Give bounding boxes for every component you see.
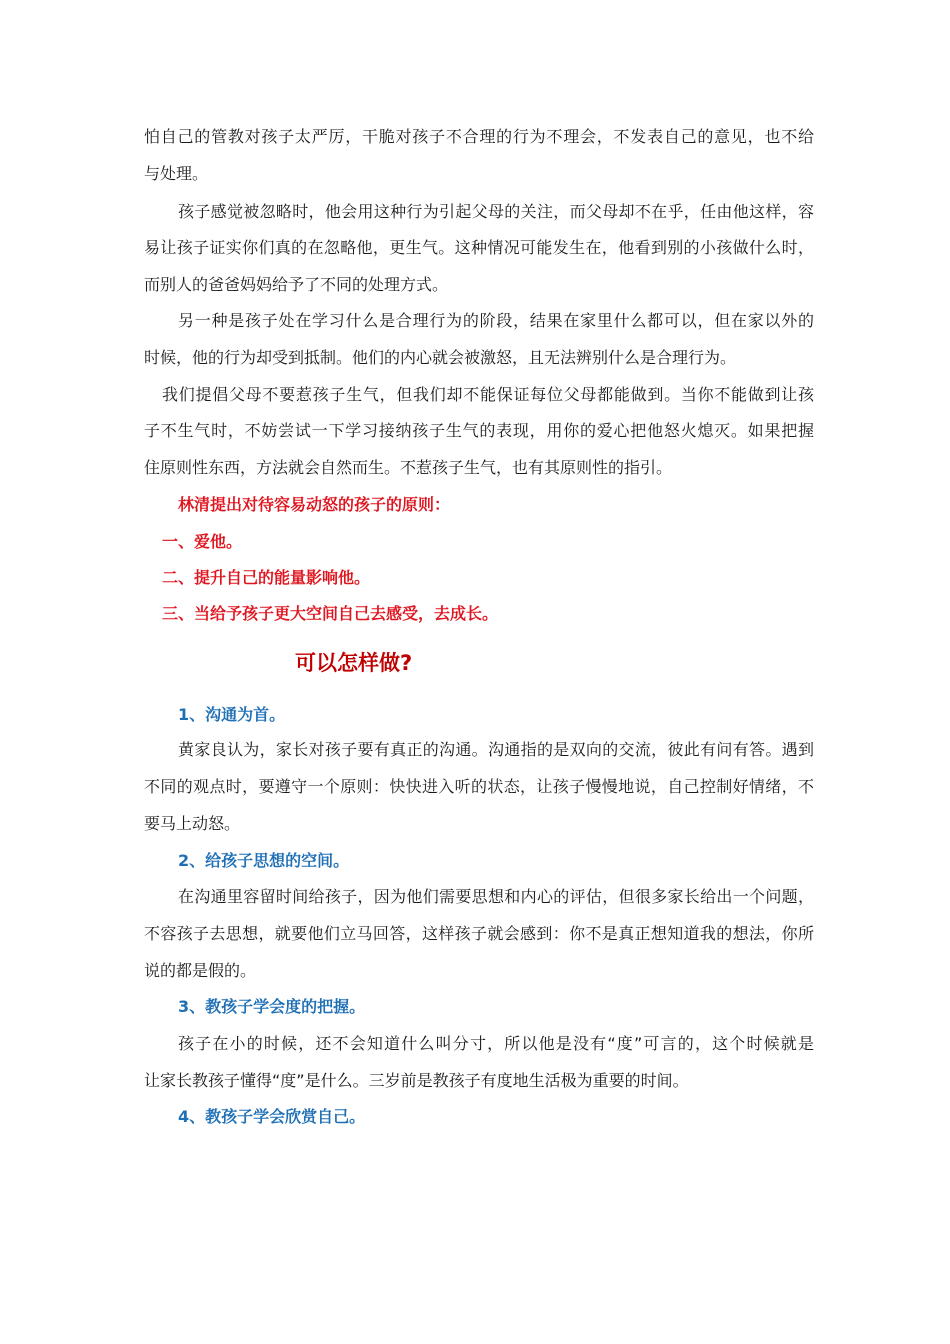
principle-item-2: 二、提升自己的能量影响他。 bbox=[162, 568, 371, 587]
step-2-line-3: 说的都是假的。 bbox=[144, 961, 257, 980]
step-1-line-1: 黄家良认为，家长对孩子要有真正的沟通。沟通指的是双向的交流，彼此有问有答。遇到 bbox=[178, 740, 814, 759]
step-2-title: 2、给孩子思想的空间。 bbox=[178, 851, 350, 870]
principles-intro: 林清提出对待容易动怒的孩子的原则： bbox=[178, 495, 451, 514]
step-3-title: 3、教孩子学会度的把握。 bbox=[178, 997, 366, 1016]
principle-item-1: 一、爱他。 bbox=[162, 532, 243, 551]
paragraph-4-line-1: 我们提倡父母不要惹孩子生气，但我们却不能保证每位父母都能做到。当你不能做到让孩 bbox=[162, 385, 814, 404]
step-1-line-2: 不同的观点时，要遵守一个原则：快快进入听的状态，让孩子慢慢地说，自己控制好情绪，不 bbox=[144, 777, 814, 796]
step-2-line-2: 不容孩子去思想，就要他们立马回答，这样孩子就会感到：你不是真正想知道我的想法，你所 bbox=[144, 924, 814, 943]
step-2-line-1: 在沟通里容留时间给孩子，因为他们需要思想和内心的评估，但很多家长给出一个问题， bbox=[178, 887, 814, 906]
paragraph-4-line-2: 子不生气时，不妨尝试一下学习接纳孩子生气的表现，用你的爱心把他怒火熄灭。如果把握 bbox=[144, 421, 814, 440]
section-title: 可以怎样做? bbox=[295, 651, 413, 675]
paragraph-3-line-2: 时候，他的行为却受到抵制。他们的内心就会被激怒，且无法辨别什么是合理行为。 bbox=[144, 348, 737, 367]
paragraph-1-line-2: 与处理。 bbox=[144, 164, 209, 183]
step-3-line-2: 让家长教孩子懂得“度”是什么。三岁前是教孩子有度地生活极为重要的时间。 bbox=[144, 1071, 689, 1090]
step-4-title: 4、教孩子学会欣赏自己。 bbox=[178, 1107, 366, 1126]
paragraph-4-line-3: 住原则性东西，方法就会自然而生。不惹孩子生气，也有其原则性的指引。 bbox=[144, 458, 673, 477]
step-3-line-1: 孩子在小的时候，还不会知道什么叫分寸，所以他是没有“度”可言的，这个时候就是 bbox=[178, 1034, 814, 1053]
paragraph-2-line-3: 而别人的爸爸妈妈给予了不同的处理方式。 bbox=[144, 275, 449, 294]
step-1-line-3: 要马上动怒。 bbox=[144, 814, 241, 833]
principle-item-3: 三、当给予孩子更大空间自己去感受，去成长。 bbox=[162, 604, 499, 623]
step-1-title: 1、沟通为首。 bbox=[178, 705, 286, 724]
paragraph-2-line-1: 孩子感觉被忽略时，他会用这种行为引起父母的关注，而父母却不在乎，任由他这样，容 bbox=[178, 202, 814, 221]
paragraph-2-line-2: 易让孩子证实你们真的在忽略他，更生气。这种情况可能发生在，他看到别的小孩做什么时， bbox=[144, 238, 814, 257]
paragraph-1-line-1: 怕自己的管教对孩子太严厉，干脆对孩子不合理的行为不理会，不发表自己的意见，也不给 bbox=[144, 127, 814, 146]
paragraph-3-line-1: 另一种是孩子处在学习什么是合理行为的阶段，结果在家里什么都可以，但在家以外的 bbox=[178, 311, 814, 330]
